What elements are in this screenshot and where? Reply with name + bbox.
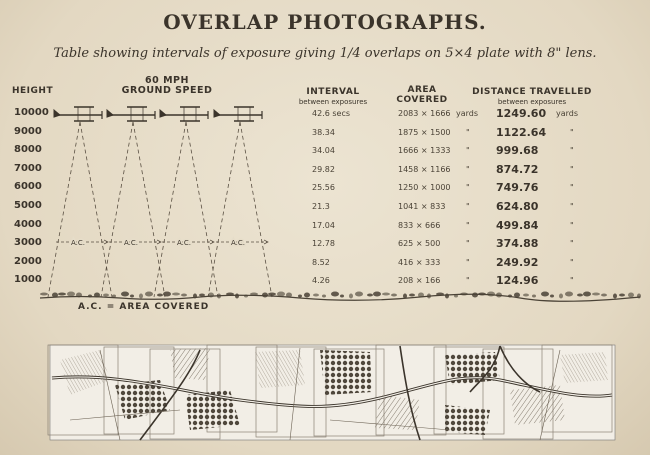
distance-unit: "	[570, 127, 574, 137]
height-value: 3000	[14, 237, 42, 249]
distance-value: 874.72	[496, 162, 539, 176]
area-value: 2083 × 1666	[398, 109, 451, 118]
interval-value: 4.26	[312, 276, 330, 286]
area-unit: "	[466, 220, 470, 230]
area-value: 1250 × 1000	[398, 183, 451, 193]
area-header-line1: AREA	[407, 85, 437, 95]
distance-value: 249.92	[496, 255, 539, 269]
distance-value: 999.68	[496, 144, 539, 158]
distance-value: 749.76	[496, 181, 539, 195]
height-value: 7000	[14, 162, 42, 174]
distance-value: 499.84	[496, 218, 539, 232]
distance-header-label: DISTANCE TRAVELLED	[472, 87, 592, 97]
height-value: 10000	[14, 107, 49, 118]
distance-unit: "	[570, 164, 574, 174]
area-unit: yards	[456, 109, 479, 118]
page-subtitle: Table showing intervals of exposure giving 1/4 overlaps on 5×4 plate with 8" lens.	[53, 46, 597, 61]
distance-unit: "	[570, 257, 574, 267]
area-unit: "	[466, 202, 470, 211]
ac-label: A.C.	[230, 239, 246, 247]
distance-unit: "	[570, 202, 574, 211]
area-unit: "	[466, 257, 470, 267]
height-header: HEIGHT	[12, 86, 54, 96]
distance-unit: "	[570, 239, 574, 249]
field-hatched-6	[560, 352, 608, 383]
distance-unit: "	[570, 183, 574, 193]
woodland-3	[320, 350, 372, 395]
interval-value: 17.04	[312, 220, 335, 230]
area-value: 208 × 166	[398, 276, 441, 286]
height-value: 6000	[14, 181, 42, 193]
area-value: 1458 × 1166	[398, 164, 451, 174]
area-unit: "	[466, 276, 470, 286]
area-unit: "	[466, 146, 470, 156]
height-value: 8000	[14, 144, 42, 156]
woodland-5	[445, 405, 490, 435]
height-value: 9000	[14, 125, 42, 137]
interval-value: 8.52	[312, 257, 330, 267]
area-value: 625 × 500	[398, 239, 441, 249]
area-header-line2: COVERED	[396, 95, 448, 105]
distance-value: 374.88	[496, 237, 539, 251]
area-unit: "	[466, 183, 470, 193]
distance-value: 624.80	[496, 200, 539, 213]
ac-caption: A.C. = AREA COVERED	[78, 302, 210, 312]
ac-label: A.C.	[70, 239, 86, 247]
area-value: 1666 × 1333	[398, 146, 451, 156]
area-unit: "	[466, 164, 470, 174]
field-hatched-4	[375, 395, 420, 430]
distance-value: 124.96	[496, 274, 539, 288]
interval-value: 34.04	[312, 146, 335, 156]
area-value: 1875 × 1500	[398, 127, 451, 137]
distance-unit: "	[570, 276, 574, 286]
ac-label: A.C.	[123, 239, 139, 247]
interval-value: 38.34	[312, 127, 335, 137]
interval-value: 42.6 secs	[312, 109, 351, 118]
interval-value: 29.82	[312, 164, 335, 174]
ac-label: A.C.	[176, 239, 192, 247]
distance-header-sub: between exposures	[497, 98, 567, 106]
distance-value: 1249.60	[496, 107, 547, 120]
height-value: 4000	[14, 218, 42, 230]
height-value: 2000	[14, 255, 42, 267]
interval-value: 12.78	[312, 239, 335, 249]
area-value: 416 × 333	[398, 257, 441, 267]
distance-unit: yards	[556, 109, 579, 118]
interval-header-label: INTERVAL	[306, 87, 360, 97]
page-title: OVERLAP PHOTOGRAPHS.	[163, 10, 487, 34]
field-hatched-2	[170, 348, 210, 380]
area-unit: "	[466, 127, 470, 137]
interval-header-sub: between exposures	[298, 98, 368, 106]
interval-value: 25.56	[312, 183, 335, 193]
height-value: 1000	[14, 274, 42, 286]
height-value: 5000	[14, 200, 42, 211]
distance-value: 1122.64	[496, 125, 547, 139]
area-value: 833 × 666	[398, 220, 441, 230]
interval-value: 21.3	[312, 202, 330, 211]
area-value: 1041 × 833	[398, 202, 446, 211]
distance-unit: "	[570, 146, 574, 156]
speed-header-line1: 60 MPH	[145, 75, 189, 86]
speed-header-line2: GROUND SPEED	[121, 85, 213, 96]
area-unit: "	[466, 239, 470, 249]
distance-unit: "	[570, 220, 574, 230]
